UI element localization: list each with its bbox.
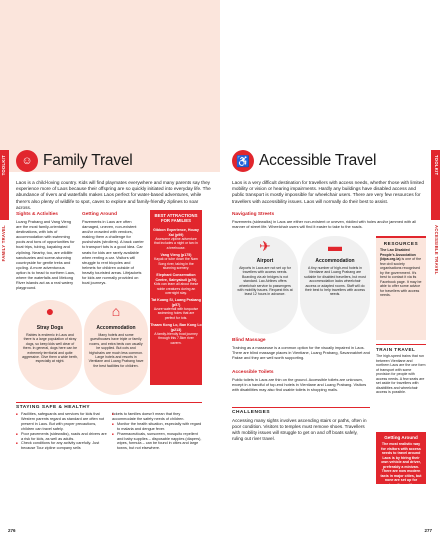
attraction-item	[150, 298, 202, 320]
staying-safe-list-2	[112, 412, 204, 451]
staying-safe-list-1	[16, 412, 108, 451]
house-icon: ⌂	[111, 303, 121, 319]
dog-icon: ●	[45, 303, 55, 319]
attraction-item	[150, 228, 202, 250]
stray-dogs-heading: Stray Dogs	[36, 325, 64, 331]
list-item: ■ Poor pavements (sidewalks), roads and drivers are a risk for kids, as well as adults.	[16, 432, 108, 442]
attraction-item	[150, 253, 202, 270]
attraction-name: Elephant Conservation Centre, Sainyabuli	[155, 273, 196, 282]
attraction-name: Thaam Kong Lo, Ban Kong Lo	[150, 323, 202, 328]
attraction-desc: Awesome zipline adventure that includes a night or two in a treehouse.	[154, 237, 198, 250]
right-page	[220, 0, 440, 553]
resources-heading: RESOURCES	[383, 241, 419, 246]
right-section-label: ACCESSIBLE TRAVEL	[434, 225, 439, 275]
list-item: ■ Pharmaceuticals, sunscreen, mosquito repellent and baby supplies – disposable nappies (diapers), wipes, formula – can be found in cities and large towns, but not elsewhere.	[112, 432, 204, 452]
left-toolkit-label: TOOLKIT	[1, 155, 6, 176]
list-item: ■ Check conditions for any activity carefully. Just because Tour zipline company sells	[16, 441, 108, 451]
resources-text	[376, 248, 426, 301]
attraction-desc: Kids can learn all about these noble creatures during an overnight stay.	[153, 282, 199, 295]
attraction-name: Gibbon Experience, Houay Xai	[153, 228, 199, 237]
toilets-heading: Accessible Toilets	[232, 370, 274, 375]
getting-around-heading: Getting Around	[82, 212, 117, 217]
resources-org-ref: (ldpa.org.la)	[380, 257, 401, 261]
attraction-name: Vang Vieng	[160, 252, 180, 257]
challenges-heading: CHALLENGES	[232, 407, 370, 415]
blind-massage	[232, 338, 370, 360]
left-page-title: Family Travel	[43, 152, 133, 169]
right-intro: Laos is a very difficult destination for travellers with access needs, whether those with limited mobility or vision or hearing impairments. Hardly any buildings have disabled access and public transport is mostly impossible for wheelchair users. There are very few resources for travellers with accessibility issues. Laos will normally do their best to assist.	[232, 180, 424, 204]
train-travel	[376, 347, 426, 395]
train-text: The high-speed trains that run between Vientiane and northern Laos are the one form of transport with some provision for people with access needs. A few seats are set aside for travellers with disabilities and wheelchair access is possible.	[376, 354, 426, 394]
train-rule	[376, 344, 426, 345]
resources-box	[376, 236, 426, 340]
left-intro: Laos is a child-loving country. Kids will find playmates everywhere and many parents say they experience more of Laos because their offspring are so quickly initiated into everyday life. The abundance of rivers and waterfalls makes Laos perfect for water-based adventures, while there's also plenty of wildlife to spot, caves to explore and family-friendly ziplines to soar across.	[16, 180, 211, 210]
attraction-name: Tat Kuang Si, Luang Prabang	[151, 298, 201, 303]
left-title-row	[16, 150, 133, 172]
resources-org: The Lao Disabled People's Association	[380, 248, 416, 257]
airport-text: Airports in Laos are not set up for travellers with access needs. Boarding via air bridges is not standard. Lao Airlines offers wheelchair service to passengers with mobility issues. Request this at least 12 hours in advance.	[237, 266, 293, 297]
blind-massage-text: Training as a masseuse is a common option for the visually impaired in Laos. There are blind massage places in Vientiane, Luang Prabang, Savannakhet and Pakse and they are well worth supporting.	[232, 345, 370, 361]
accommodation-heading: Accommodation	[96, 325, 136, 331]
getting-around-box	[376, 432, 426, 491]
airplane-icon: ✈	[259, 238, 271, 254]
attraction-ref: (p99)	[174, 232, 184, 237]
left-page-number: 276	[8, 528, 16, 533]
best-attractions-box	[150, 210, 202, 385]
getting-around-text: Pavements in Laos are often damaged, uneven, non-existent and/or crowded with vendors, making them a challenge for pushchairs (strollers). A back carrier to transport tots is a good idea. Car seats for kids are rarely available when renting a car. Visitors will struggle to rent bicycles and helmets for children outside of heavily touristed areas. Lifejackets for kids are normally provided on boat journeys.	[82, 219, 144, 286]
right-page-title: Accessible Travel	[259, 152, 377, 169]
right-toolkit-label: TOOLKIT	[434, 155, 439, 176]
best-attractions-heading: BEST ATTRACTIONS FOR FAMILIES	[154, 213, 198, 223]
sights-text: Luang Prabang and Vang Vieng are the most family-orientated destinations, with lots of accommodation with swimming pools and tons of opportunities for boat trips, tubing, kayaking and ziplining. Nearby, too, are wildlife sanctuaries and scene-stunning countryside for gentle treks and cycling. A more adventurous option is to head to northern Laos, where the waterfalls and Mekong River islands act as a real watery playground.	[16, 219, 76, 291]
navigating-text: Pavements (sidewalks) in Laos are either non-existent or uneven, riddled with holes and/or jammed with all manner of street life. Wheelchair users will find it easier to take to the roads.	[232, 219, 417, 230]
attraction-ref: (p175)	[180, 252, 192, 257]
list-item: ■ Facilities, safeguards and services for kids that Western parents regard as standard are often not present in Laos. But with proper precautions, children can travel safely.	[16, 412, 108, 432]
staying-safe-heading: STAYING SAFE & HEALTHY	[16, 402, 202, 410]
stray-dogs-text: Rabies is endemic in Laos and there is a large population of stray dogs, so keep kids well clear of them. In general, dogs here can be extremely territorial and quite aggressive. Give them a wide berth, especially at night.	[22, 333, 78, 364]
right-title-row	[232, 150, 376, 172]
right-page-number: 277	[424, 528, 432, 533]
sights-column	[16, 212, 76, 290]
attraction-ref: (p213)	[170, 327, 182, 332]
airport-heading: Airport	[256, 258, 274, 264]
navigating-streets	[232, 212, 420, 229]
blind-massage-heading: Blind Massage	[232, 338, 266, 343]
right-getting-around-text: The most realistic way for visitors with access needs to travel around Laos is by hiring their own vehicle and driver, preferably a minivan. There are now modern taxis in major cities, but none are set up for travellers with disabilities.	[380, 442, 422, 491]
right-getting-around-heading: Getting Around	[384, 435, 418, 440]
list-item: ■ Monitor the health situation, especially with regard to malaria and dengue fever.	[112, 422, 204, 432]
accommodation-text: Many hotels and some guesthouses have triple or family rooms, and extra beds can usually be supplied. But cots and highchairs are much less common. Large hotels and resorts in Vientiane and Luang Prabang have the best facilities for children.	[88, 333, 144, 368]
family-icon: ☺	[16, 150, 38, 172]
accessible-toilets	[232, 370, 370, 392]
resources-desc: is one of the few civil society organisations recognised by the government. It's best to contact it via its Facebook page. It may be able to offer some advice for travellers with access needs.	[380, 257, 422, 297]
accessible-accommodation-heading: Accommodation	[315, 258, 355, 264]
attraction-ref: (p57)	[171, 302, 181, 307]
list-item: ■ tickets to families doesn't mean that they accommodate the safety needs of children.	[112, 412, 204, 422]
attraction-ref: (p79)	[187, 277, 197, 282]
navigating-heading: Navigating Streets	[232, 212, 275, 217]
accessible-accommodation-text: A tiny number of high-end hotels in Vientiane and Luang Prabang are suitable for disabled travellers, but most accommodation lacks wheelchair access or adapted rooms. Staff will do their best to help travellers with access needs.	[304, 266, 366, 297]
train-heading: TRAIN TRAVEL	[376, 347, 416, 352]
attraction-item	[150, 273, 202, 295]
bed-icon: ▬	[328, 238, 342, 254]
wheelchair-icon: ♿	[232, 150, 254, 172]
challenges-text: Accessing many sights involves ascending stairs or paths, often in poor condition. Visitors to temples must remove shoes. Travellers with mobility issues will struggle to get on and off boats safely, ruling out river travel.	[232, 418, 367, 441]
left-header-band	[0, 0, 220, 172]
sights-heading: Sights & Activities	[16, 212, 58, 217]
attraction-desc: Azure waterfall with turquoise swimming holes that are perfect for tots.	[153, 307, 199, 320]
attraction-desc: A family-friendly boat journey through this 7.5km river cavern.	[154, 332, 198, 345]
toilets-text: Public toilets in Laos are thin on the ground. Accessible toilets are unknown, except in a handful of top-end hotels in Vientiane and Luang Prabang. Visitors with disabilities may also find usable toilets in shopping malls.	[232, 377, 367, 393]
attraction-item	[150, 323, 202, 345]
attraction-desc: Kayak or tube down the Nam Song river, taking in the stunning scenery.	[154, 257, 198, 270]
left-section-label: FAMILY TRAVEL	[1, 225, 6, 262]
getting-around-column	[82, 212, 144, 285]
